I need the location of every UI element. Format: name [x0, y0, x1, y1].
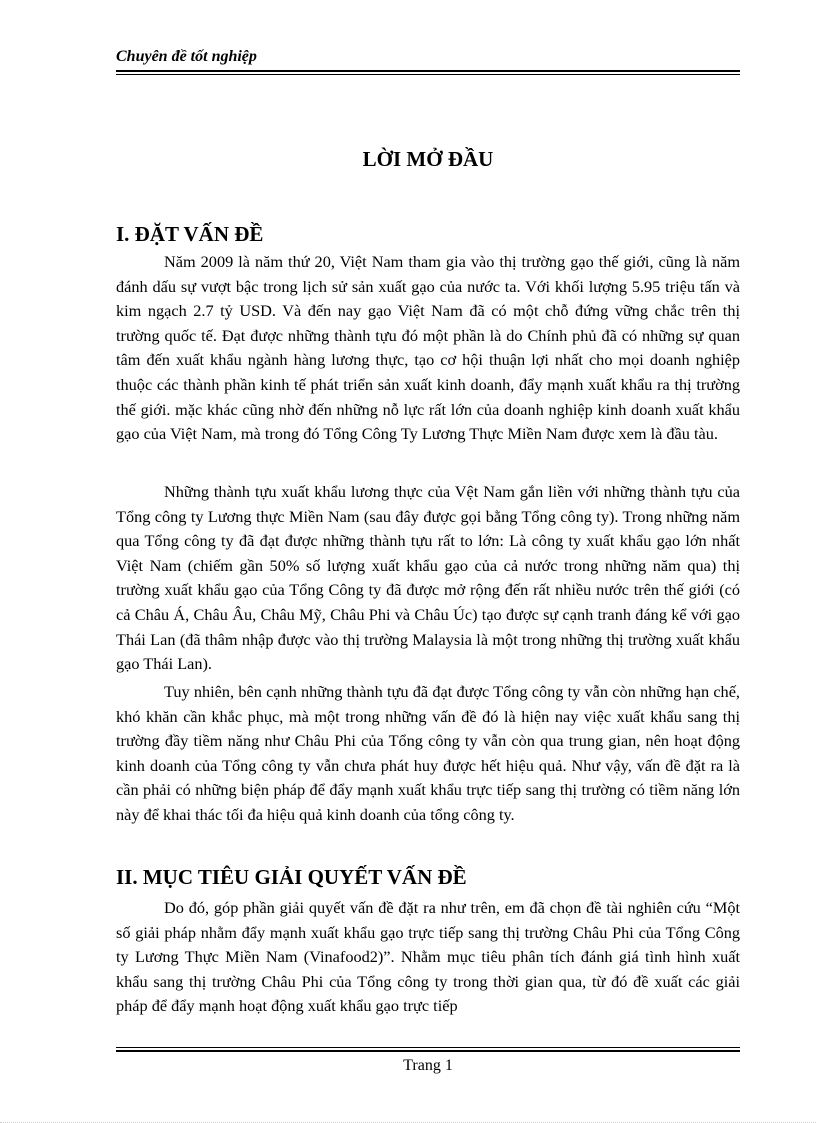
paragraph: Năm 2009 là năm thứ 20, Việt Nam tham gia vào thị trường gạo thế giới, cũng là năm đánh dấu sự vượt bậc trong lịch sử sản xuất gạo của nước ta. Với khối lượng 5.95 triệu tấn và kim ngạch 2.7 tỷ USD. Và đến nay gạo Việt Nam đã có một chỗ đứng vững chắc trên thị trường quốc tế. Đạt được những thành tựu đó một phần là do Chính phủ đã có những sự quan tâm đến xuất khẩu ngành hàng lương thực, tạo cơ hội thuận lợi nhất cho mọi doanh nghiệp thuộc các thành phần kinh tế phát triển sản xuất kinh doanh, đẩy mạnh xuất khẩu ra thị trường thế giới. mặc khác cũng nhờ đến những nỗ lực rất lớn của doanh nghiệp kinh doanh xuất khẩu gạo của Việt Nam, mà trong đó Tổng Công Ty Lương Thực Miền Nam được xem là đầu tàu. [116, 252, 740, 444]
section-heading: II. MỤC TIÊU GIẢI QUYẾT VẤN ĐỀ [116, 865, 467, 889]
paragraph: Tuy nhiên, bên cạnh những thành tựu đã đạt được Tổng công ty vẫn còn những hạn chế, khó khăn cần khắc phục, mà một trong những vấn đề đó là hiện nay việc xuất khẩu sang thị trường đầy tiềm năng như Châu Phi của Tổng công ty vẫn còn qua trung gian, nên hoạt động kinh doanh của Tổng công ty vẫn chưa phát huy được hết hiệu quả. Như vậy, vấn đề đặt ra là cần phải có những biện pháp để đẩy mạnh xuất khẩu trực tiếp sang thị trường có tiềm năng lớn này để khai thác tối đa hiệu quả kinh doanh của tổng công ty. [116, 682, 740, 824]
section-heading: I. ĐẶT VẤN ĐỀ [116, 222, 264, 246]
footer-rule-thin [116, 1047, 740, 1048]
footer-rule [116, 1050, 740, 1052]
page-number: Trang 1 [403, 1057, 453, 1074]
page-title: LỜI MỞ ĐẦU [362, 147, 494, 171]
paragraph: Những thành tựu xuất khẩu lương thực của Vệt Nam gắn liền với những thành tựu của Tổng công ty Lương thực Miền Nam (sau đây được gọi bằng Tổng công ty). Trong những năm qua Tổng công ty đã đạt được những thành tựu rất to lớn: Là công ty xuất khẩu gạo lớn nhất Việt Nam (chiếm gần 50% số lượng xuất khẩu gạo của cả nước trong những năm qua) thị trường xuất khẩu gạo của Tổng Công ty đã được mở rộng đến rất nhiều nước trên thế giới (có cả Châu Á, Châu Âu, Châu Mỹ, Châu Phi và Châu Úc) tạo được sự cạnh tranh đáng kể với gạo Thái Lan (đã thâm nhập được vào thị trường Malaysia là một trong những thị trường xuất khẩu gạo Thái Lan). [116, 482, 740, 674]
header-rule [116, 70, 740, 72]
header-rule-thin [116, 74, 740, 75]
paragraph: Do đó, góp phần giải quyết vấn đề đặt ra như trên, em đã chọn đề tài nghiên cứu “Một số giải pháp nhằm đẩy mạnh xuất khẩu gạo trực tiếp sang thị trường Châu Phi của Tổng Công ty Lương Thực Miền Nam (Vinafood2)”. Nhằm mục tiêu phân tích đánh giá tình hình xuất khẩu sang thị trường Châu Phi của Tổng công ty trong thời gian qua, từ đó đề xuất các giải pháp để đẩy mạnh hoạt động xuất khẩu gạo trực tiếp [116, 898, 740, 1016]
running-header: Chuyên đề tốt nghiệp [116, 48, 257, 65]
